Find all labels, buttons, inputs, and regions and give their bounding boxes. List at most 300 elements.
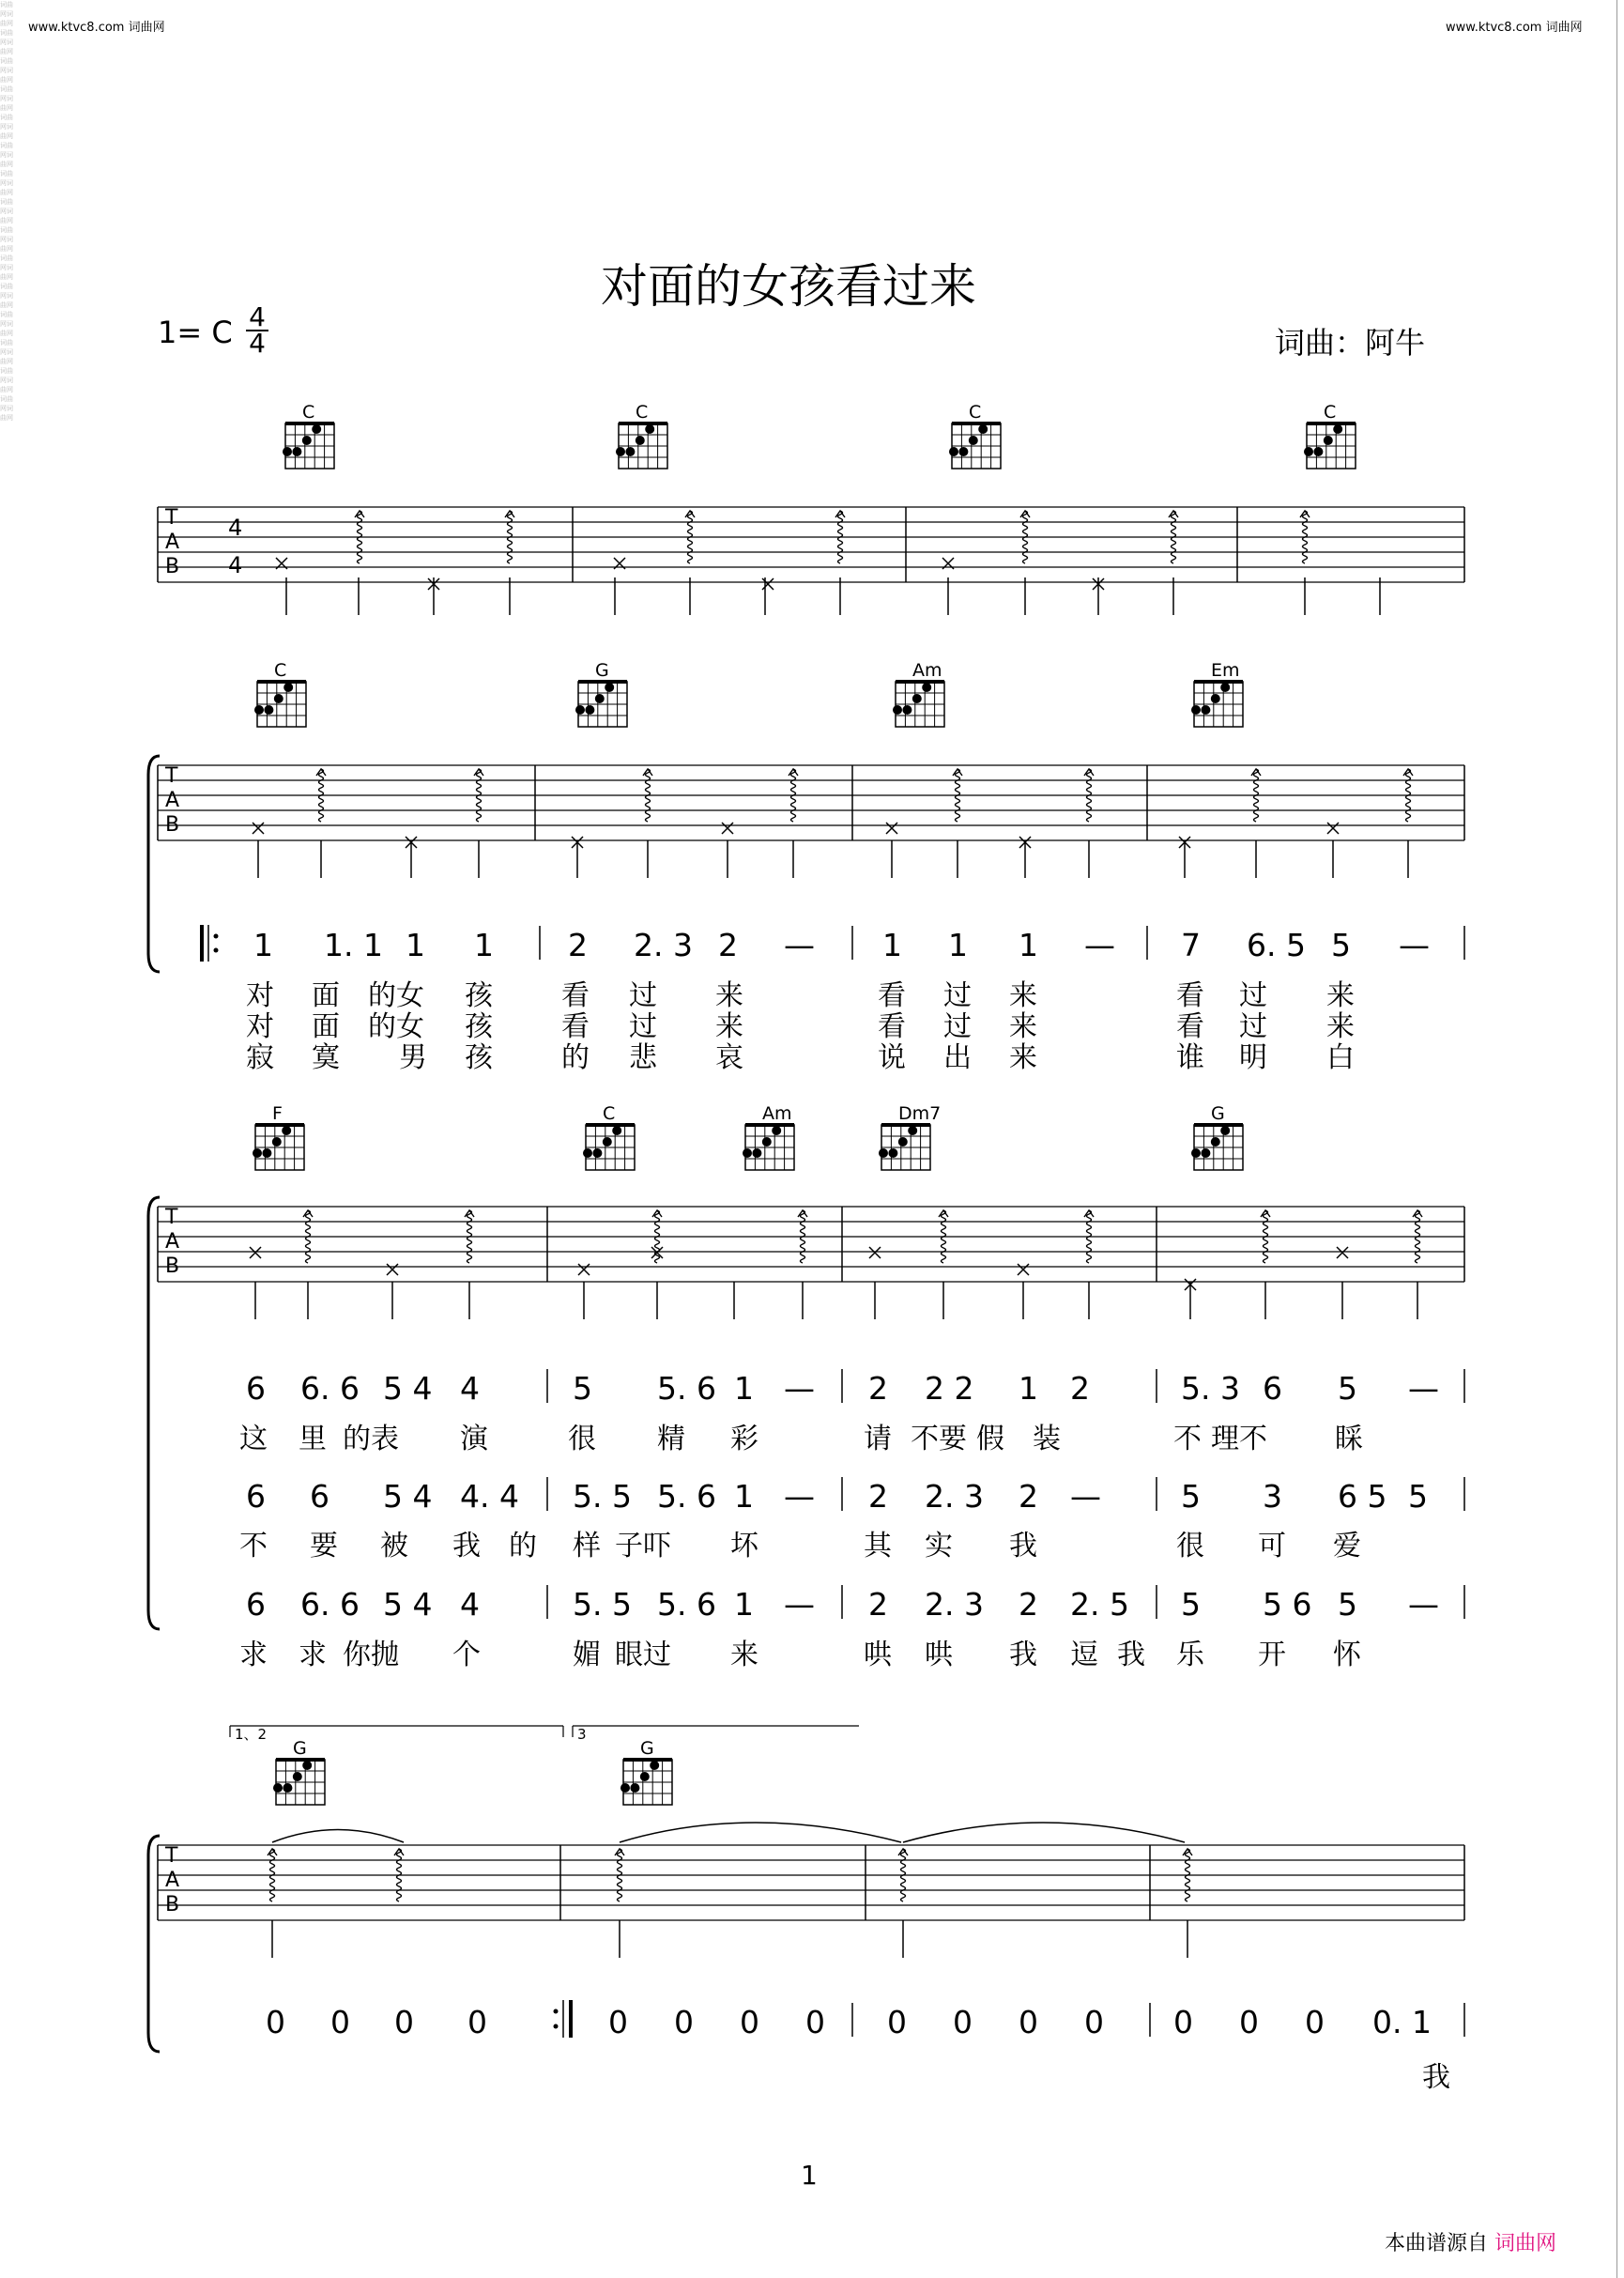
tie-arc <box>903 1823 1185 1842</box>
chord-diagram <box>583 1103 635 1170</box>
chord-dot <box>302 1761 312 1770</box>
chord-dot <box>283 683 293 692</box>
lyric-word: 看 <box>561 979 590 1012</box>
chord-name: C <box>603 1103 616 1124</box>
jianpu-note: 1 <box>474 927 494 963</box>
chord-dot <box>1201 1148 1210 1158</box>
lyric-word: 哄 <box>864 1639 892 1671</box>
jianpu-note: 3 <box>1263 1478 1282 1515</box>
jianpu-note: 1 <box>253 927 273 963</box>
lyric-word: 男 <box>399 1041 427 1074</box>
lyric-word: 谁 <box>1176 1041 1204 1074</box>
chord-name: G <box>640 1738 654 1759</box>
tab-mute-mark <box>250 1247 261 1258</box>
chord-diagram <box>620 1738 672 1805</box>
jianpu-note: 5 4 <box>383 1478 433 1515</box>
chord-dot <box>1313 447 1323 456</box>
lyric-word: 孩 <box>465 979 493 1012</box>
chord-dot <box>274 694 283 703</box>
lyric-word: 演 <box>460 1423 488 1455</box>
tab-mute-mark <box>886 823 897 834</box>
chord-diagram <box>254 660 306 727</box>
lyric-word: 媚 <box>573 1639 601 1671</box>
jianpu-note: 5 4 <box>383 1586 433 1623</box>
volta-brackets <box>230 1726 1185 1842</box>
jianpu-note: 1 <box>1019 1370 1038 1407</box>
lyric-word: 的女 <box>368 1010 424 1043</box>
jianpu-note: 1 <box>734 1370 754 1407</box>
chord-dot <box>958 447 968 456</box>
jianpu-note: 5 <box>1181 1478 1201 1515</box>
jianpu-note: — <box>1408 1586 1439 1623</box>
chord-diagram <box>273 1738 325 1805</box>
chord-name: G <box>595 660 609 681</box>
lyric-word: 过 <box>943 979 972 1012</box>
chord-dot <box>575 705 585 715</box>
chord-dot <box>272 1137 282 1147</box>
jianpu-note: 0 <box>394 2004 414 2040</box>
lyric-word: 爱 <box>1333 1530 1361 1562</box>
lyric-word: 怀 <box>1333 1639 1361 1671</box>
tab-mute-mark <box>578 1264 590 1275</box>
chord-name: Am <box>762 1103 792 1124</box>
chord-diagram <box>283 402 334 469</box>
lyric-word: 坏 <box>730 1530 758 1562</box>
chord-dot <box>1211 694 1220 703</box>
chord-dot <box>292 447 301 456</box>
chord-name: Dm7 <box>898 1103 942 1124</box>
jianpu-note: 0 <box>266 2004 285 2040</box>
tab-clef-letter: A <box>165 1230 180 1254</box>
jianpu-note: — <box>784 1478 815 1515</box>
jianpu-note: — <box>784 927 815 963</box>
jianpu-note: 6. 6 <box>300 1370 360 1407</box>
jianpu-note: — <box>784 1586 815 1623</box>
tab-clef-letter: B <box>165 1893 180 1916</box>
lyric-word: 我 <box>1009 1530 1037 1562</box>
lyric-word: 的 <box>561 1041 590 1074</box>
tab-clef-letter: A <box>165 531 180 554</box>
lyric-word: 很 <box>568 1423 596 1455</box>
tab-staff <box>158 1845 1464 1920</box>
jianpu-note: 2. 3 <box>925 1586 984 1623</box>
tab-staff <box>158 1207 1464 1282</box>
chord-dot <box>605 683 614 692</box>
chord-dot <box>273 1783 283 1793</box>
tie-arc <box>620 1823 901 1842</box>
jianpu-note: 1 <box>734 1478 754 1515</box>
jianpu-note: 0 <box>805 2004 825 2040</box>
jianpu-note: 4 <box>460 1370 480 1407</box>
lyric-word: 你抛 <box>343 1639 399 1671</box>
chord-dot <box>893 705 902 715</box>
jianpu-notes <box>246 1369 1464 1623</box>
jianpu-note: 2 2 <box>925 1370 974 1407</box>
chord-dot <box>1304 447 1313 456</box>
jianpu-note: 5 <box>1338 1370 1357 1407</box>
lyric-word: 过 <box>1239 1010 1267 1043</box>
jianpu-note: 5. 6 <box>657 1370 716 1407</box>
lyric-word: 来 <box>1326 979 1355 1012</box>
chord-dot <box>888 1148 897 1158</box>
jianpu-note: 0 <box>467 2004 487 2040</box>
jianpu-note: — <box>1408 1370 1439 1407</box>
chord-dot <box>1333 424 1342 434</box>
tab-staff <box>158 765 1464 840</box>
tab-mute-mark <box>387 1264 398 1275</box>
system-1 <box>158 402 1464 615</box>
lyric-word: 哀 <box>715 1041 743 1074</box>
lyrics <box>246 979 1355 1074</box>
chord-name: C <box>636 402 649 423</box>
header-site-right: www.ktvc8.com 词曲网 <box>1446 21 1583 35</box>
chord-dot <box>908 1126 917 1135</box>
tab-clef-letter: T <box>165 764 178 788</box>
lyric-word: 出 <box>943 1041 972 1074</box>
system-4 <box>148 1738 1464 2094</box>
lyric-word: 很 <box>1176 1530 1204 1562</box>
jianpu-note: 6. 5 <box>1247 927 1306 963</box>
time-signature-top: 4 <box>249 301 266 332</box>
chord-dot <box>922 683 931 692</box>
lyric-word: 不要 <box>911 1423 967 1455</box>
jianpu-note: 5 6 <box>1263 1586 1312 1623</box>
lyric-word: 其 <box>864 1530 892 1562</box>
header-site-left: www.ktvc8.com 词曲网 <box>28 21 165 35</box>
chord-diagram <box>743 1103 794 1170</box>
jianpu-note: 2. 3 <box>634 927 693 963</box>
chord-dot <box>743 1148 752 1158</box>
chord-diagram <box>616 402 667 469</box>
chord-dot <box>762 1137 772 1147</box>
lyric-word: 说 <box>878 1041 906 1074</box>
tab-time-bottom: 4 <box>228 552 243 578</box>
chord-diagram <box>1304 402 1356 469</box>
jianpu-note: 4 <box>460 1586 480 1623</box>
lyric-word: 看 <box>1176 979 1204 1012</box>
lyric-word: 寂 <box>246 1041 274 1074</box>
chord-diagram <box>253 1103 304 1170</box>
lyric-word: 样 <box>573 1530 601 1562</box>
jianpu-note: 5 <box>1331 927 1351 963</box>
jianpu-note: 1 <box>948 927 968 963</box>
chord-dot <box>898 1137 908 1147</box>
chord-name: C <box>302 402 315 423</box>
tab-mute-mark <box>651 1247 663 1258</box>
jianpu-note: 6 <box>1263 1370 1282 1407</box>
jianpu-note: 2 <box>868 1478 888 1515</box>
chord-dot <box>1191 1148 1201 1158</box>
lyric-word: 孩 <box>465 1041 493 1074</box>
chord-name: G <box>293 1738 307 1759</box>
repeat-dot <box>554 2009 559 2014</box>
chord-name: F <box>272 1103 283 1124</box>
lyric-word: 请 <box>864 1423 892 1455</box>
chord-dot <box>636 436 645 445</box>
lyric-word: 眼过 <box>615 1639 671 1671</box>
lyric-word: 可 <box>1258 1530 1286 1562</box>
chord-dot <box>1324 436 1333 445</box>
chord-dot <box>282 1126 291 1135</box>
system-2 <box>148 660 1464 1074</box>
chord-diagram <box>1191 1103 1243 1170</box>
lyric-word: 被 <box>380 1530 408 1562</box>
chord-name: C <box>1324 402 1337 423</box>
chord-dot <box>752 1148 761 1158</box>
tab-mute-mark <box>762 578 774 590</box>
jianpu-notes <box>266 2000 1464 2040</box>
lyric-word: 对 <box>246 1010 274 1043</box>
jianpu-note: 7 <box>1181 927 1201 963</box>
chord-dot <box>625 447 635 456</box>
footer-brand: 词曲网 <box>1494 2232 1557 2255</box>
jianpu-note: 2 <box>1070 1370 1090 1407</box>
chord-diagram <box>1191 660 1243 727</box>
lyric-word: 求 <box>239 1639 268 1671</box>
lyric-word: 看 <box>878 979 906 1012</box>
chord-dot <box>302 436 312 445</box>
jianpu-note: 4. 4 <box>460 1478 519 1515</box>
chord-dot <box>978 424 988 434</box>
chord-dot <box>254 705 264 715</box>
lyric-word: 来 <box>1326 1010 1355 1043</box>
chord-dot <box>902 705 912 715</box>
lyric-word: 个 <box>452 1639 481 1671</box>
tab-mute-mark <box>1327 823 1339 834</box>
chord-dot <box>645 424 654 434</box>
jianpu-note: 6 <box>246 1478 266 1515</box>
jianpu-note: 2 <box>868 1586 888 1623</box>
chord-name: Em <box>1211 660 1240 681</box>
repeat-dot <box>214 934 219 939</box>
chord-dot <box>585 705 594 715</box>
side-watermark: 词曲网词曲网词曲网词曲网词曲网词曲网词曲网词曲网词曲网词曲网词曲网词曲网词曲网词曲网词曲网词曲网词曲网词曲网词曲网词曲网词曲网词曲网词曲网词曲网词曲网词曲网词曲网词曲网词曲网词曲网 <box>0 1 13 422</box>
jianpu-note: — <box>784 1370 815 1407</box>
tab-clef-letter: T <box>165 506 178 530</box>
lyric-word: 子吓 <box>615 1530 671 1562</box>
tab-clef-letter: T <box>165 1844 178 1868</box>
tab-clef-letter: B <box>165 555 180 578</box>
chord-dot <box>1220 683 1230 692</box>
jianpu-note: 5 <box>573 1370 592 1407</box>
chord-dot <box>1211 1137 1220 1147</box>
jianpu-note: 0 <box>1305 2004 1325 2040</box>
page-number: 1 <box>801 2160 818 2191</box>
jianpu-note: 0 <box>608 2004 628 2040</box>
lyric-word: 来 <box>730 1639 758 1671</box>
tab-clef-letter: T <box>165 1206 178 1229</box>
chord-name: C <box>969 402 982 423</box>
lyric-word: 求 <box>299 1639 327 1671</box>
jianpu-note: — <box>1070 1478 1101 1515</box>
jianpu-note: 5. 3 <box>1181 1370 1240 1407</box>
song-credit: 词曲：阿牛 <box>1275 325 1426 361</box>
lyric-word: 来 <box>1009 1041 1037 1074</box>
jianpu-note: 2. 5 <box>1070 1586 1129 1623</box>
tab-mute-mark <box>1018 1264 1029 1275</box>
chord-dot <box>640 1772 650 1781</box>
lyric-word: 对 <box>246 979 274 1012</box>
chord-dot <box>592 1148 602 1158</box>
lyric-word: 不 <box>1173 1423 1202 1455</box>
chord-dot <box>1220 1126 1230 1135</box>
lyric-word: 彩 <box>730 1423 758 1455</box>
jianpu-note: 0 <box>1173 2004 1193 2040</box>
jianpu-note: 0. 1 <box>1372 2004 1432 2040</box>
lyric-word: 明 <box>1239 1041 1267 1074</box>
chord-dot <box>1191 705 1201 715</box>
jianpu-note: 0 <box>330 2004 350 2040</box>
jianpu-note: 5 <box>1338 1586 1357 1623</box>
lyric-word: 过 <box>629 979 657 1012</box>
lyric-word: 来 <box>715 979 743 1012</box>
chord-dot <box>912 694 922 703</box>
chord-name: C <box>274 660 287 681</box>
lyric-word: 寞 <box>312 1041 340 1074</box>
tab-mute-mark <box>1337 1247 1348 1258</box>
volta-label-2: 3 <box>577 1726 587 1743</box>
lyric-word: 逗 <box>1070 1639 1098 1671</box>
chord-dot <box>612 1126 621 1135</box>
repeat-dot <box>214 948 219 953</box>
jianpu-note: 1. 1 <box>324 927 383 963</box>
lyric-word: 孩 <box>465 1010 493 1043</box>
system-3 <box>148 1103 1464 1671</box>
lyric-word: 来 <box>715 1010 743 1043</box>
lyric-word: 这 <box>239 1423 268 1455</box>
jianpu-note: 6 <box>310 1478 329 1515</box>
chord-diagram <box>879 1103 941 1170</box>
lyric-word: 看 <box>561 1010 590 1043</box>
lyric-word: 过 <box>1239 979 1267 1012</box>
chord-diagram <box>949 402 1001 469</box>
tab-clef-letter: B <box>165 813 180 837</box>
volta-label-1: 1、2 <box>235 1726 268 1743</box>
chord-dot <box>1201 705 1210 715</box>
chord-diagram <box>575 660 627 727</box>
lyric-word: 来 <box>1009 979 1037 1012</box>
time-signature-bottom: 4 <box>246 330 268 356</box>
jianpu-note: 1 <box>734 1586 754 1623</box>
chord-dot <box>879 1148 888 1158</box>
lyric-word: 哄 <box>925 1639 953 1671</box>
lyric-word: 实 <box>925 1530 953 1562</box>
jianpu-note: 1 <box>406 927 425 963</box>
chord-dot <box>262 1148 271 1158</box>
lyric-word: 过 <box>629 1010 657 1043</box>
jianpu-note: 2 <box>718 927 738 963</box>
lyric-word: 乐 <box>1176 1639 1204 1671</box>
lyric-word: 悲 <box>629 1041 657 1074</box>
chord-dot <box>595 694 605 703</box>
chord-dot <box>312 424 321 434</box>
chord-dot <box>969 436 978 445</box>
tab-staff <box>158 507 1464 582</box>
tab-mute-mark <box>253 823 264 834</box>
jianpu-note: 0 <box>1019 2004 1038 2040</box>
tab-clef-letter: B <box>165 1254 180 1278</box>
lyric-word: 我 <box>1117 1639 1145 1671</box>
jianpu-note: 5 <box>1181 1586 1201 1623</box>
lyric-word: 的女 <box>368 979 424 1012</box>
lyrics <box>1422 2061 1450 2094</box>
lyric-word: 过 <box>943 1010 972 1043</box>
lyric-word: 理不 <box>1211 1423 1267 1455</box>
jianpu-note: 6 5 <box>1338 1478 1387 1515</box>
jianpu-note: — <box>1399 927 1430 963</box>
lyric-word: 面 <box>312 979 340 1012</box>
chord-name: G <box>1211 1103 1225 1124</box>
tab-clef-letter: A <box>165 1869 180 1892</box>
jianpu-note: 2 <box>868 1370 888 1407</box>
chord-dot <box>603 1137 612 1147</box>
jianpu-note: 0 <box>953 2004 973 2040</box>
lyrics <box>239 1423 1363 1671</box>
lyric-word: 假 <box>976 1423 1004 1455</box>
lyric-word: 装 <box>1033 1423 1061 1455</box>
lyric-word: 不 <box>239 1530 268 1562</box>
song-title: 对面的女孩看过来 <box>601 259 976 314</box>
tab-clef-letter: A <box>165 789 180 812</box>
jianpu-note: 2 <box>1019 1586 1038 1623</box>
footer-prefix: 本曲谱源自 <box>1385 2232 1489 2255</box>
lyric-word: 睬 <box>1335 1423 1363 1455</box>
chord-dot <box>293 1772 302 1781</box>
jianpu-note: 5. 6 <box>657 1478 716 1515</box>
chord-dot <box>949 447 958 456</box>
jianpu-note: 6. 6 <box>300 1586 360 1623</box>
lyric-word: 面 <box>312 1010 340 1043</box>
jianpu-note: 0 <box>740 2004 759 2040</box>
chord-dot <box>620 1783 630 1793</box>
chord-name: Am <box>912 660 942 681</box>
jianpu-note: 6 <box>246 1586 266 1623</box>
jianpu-note: 5 <box>1408 1478 1428 1515</box>
jianpu-note: 2 <box>568 927 588 963</box>
chord-dot <box>630 1783 639 1793</box>
jianpu-note: 1 <box>1019 927 1038 963</box>
lyric-word: 里 <box>299 1423 327 1455</box>
lyric-word: 开 <box>1258 1639 1286 1671</box>
chord-dot <box>650 1761 659 1770</box>
chord-dot <box>583 1148 592 1158</box>
chord-dot <box>283 1783 292 1793</box>
chord-dot <box>616 447 625 456</box>
jianpu-note: 2 <box>1019 1478 1038 1515</box>
jianpu-note: — <box>1084 927 1115 963</box>
tab-time-top: 4 <box>228 515 243 541</box>
jianpu-note: 5. 6 <box>657 1586 716 1623</box>
chord-dot <box>283 447 292 456</box>
lyric-word: 精 <box>657 1423 685 1455</box>
jianpu-note: 0 <box>674 2004 694 2040</box>
jianpu-note: 0 <box>887 2004 907 2040</box>
jianpu-notes <box>202 925 1464 963</box>
jianpu-note: 0 <box>1084 2004 1104 2040</box>
lyric-word: 我 <box>1009 1639 1037 1671</box>
tab-mute-mark <box>869 1247 881 1258</box>
lyric-word: 的表 <box>343 1423 399 1455</box>
chord-diagram <box>893 660 944 727</box>
jianpu-note: 5. 5 <box>573 1586 632 1623</box>
jianpu-note: 2. 3 <box>925 1478 984 1515</box>
chord-dot <box>253 1148 262 1158</box>
jianpu-note: 0 <box>1239 2004 1259 2040</box>
jianpu-note: 5 4 <box>383 1370 433 1407</box>
chord-dot <box>264 705 273 715</box>
lyric-word: 看 <box>878 1010 906 1043</box>
lyric-word: 的 <box>509 1530 537 1562</box>
